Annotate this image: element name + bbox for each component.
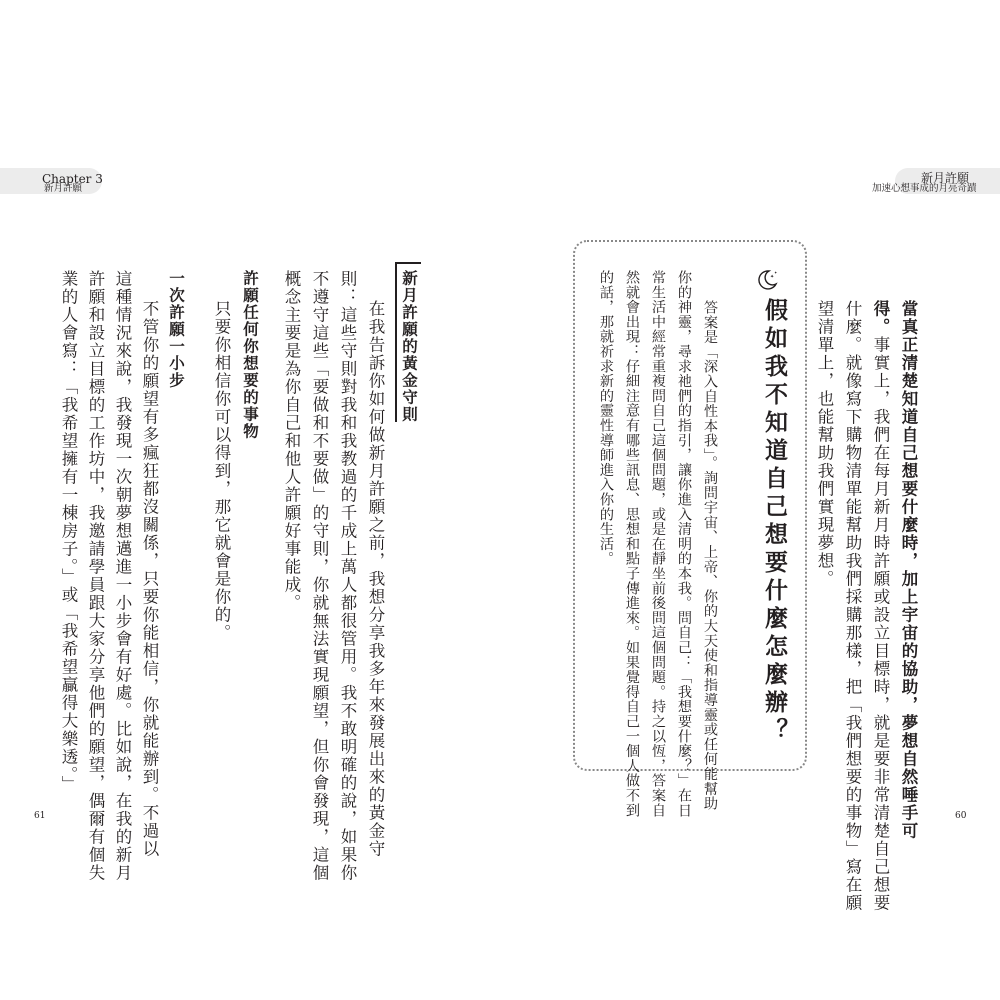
sub2-line-3: 許願和設立目標的工作坊中，我邀請學員跟大家分享他們的願望，偶爾有個失 bbox=[86, 270, 105, 882]
heading-underline-top bbox=[395, 262, 421, 264]
svg-text:✦: ✦ bbox=[774, 270, 778, 275]
box-line-4: 然就會出現：仔細注意有哪些訊息、思想和點子傳進來。如果覺得自己一個人做不到 bbox=[624, 270, 640, 818]
intro-line-4: 概念主要是為你自己和他人許願好事能成。 bbox=[282, 270, 301, 612]
chapter-subtitle: 新月許願 bbox=[44, 183, 83, 194]
moon-stars-icon bbox=[755, 268, 779, 292]
right-line-3: 什麼。就像寫下購物清單能幫助我們採購那樣，把「我們想要的事物」寫在願 bbox=[843, 300, 862, 912]
box-title: 假如我不知道自己想要什麼怎麼辦？ bbox=[761, 298, 787, 746]
box-line-1: 答案是「深入自性本我」。詢問宇宙、上帝、你的大天使和指導靈或任何能幫助 bbox=[702, 300, 718, 811]
subheading-2: 一次許願一小步 bbox=[167, 270, 185, 389]
intro-line-1: 在我告訴你如何做新月許願之前，我想分享我多年來發展出來的黃金守 bbox=[366, 300, 385, 858]
left-page-number: 61 bbox=[34, 811, 46, 821]
right-bold-line-2-start: 得。 bbox=[871, 300, 890, 336]
right-line-2 bbox=[868, 300, 892, 912]
box-line-5: 的話，那就祈求新的靈性導師進入你的生活。 bbox=[598, 270, 614, 566]
chapter-label: Chapter 3 bbox=[42, 172, 103, 186]
right-page-number: 60 bbox=[955, 811, 967, 821]
book-title: 新月許願 bbox=[921, 171, 970, 185]
section-heading: 新月許願的黃金守則 bbox=[400, 270, 418, 423]
sub1-line-1: 只要你相信你可以得到，那它就會是你的。 bbox=[212, 300, 231, 642]
right-line-2-rest: 事實上，我們在每月新月時許願或設立目標時，就是要非常清楚自己想要 bbox=[871, 336, 890, 912]
sub2-line-2: 這種情況來說，我發現一次朝夢想邁進一小步會有好處。比如說，在我的新月 bbox=[113, 270, 132, 882]
subheading-1: 許願任何你想要的事物 bbox=[241, 270, 259, 440]
sub2-line-1: 不管你的願望有多瘋狂都沒關係，只要你能相信，你就能辦到。不過以 bbox=[140, 300, 159, 858]
heading-underline bbox=[395, 262, 397, 422]
box-line-3: 常生活中經常重複問自己這個問題，或是在靜坐前後問這個問題。持之以恆，答案自 bbox=[650, 270, 666, 818]
box-line-2: 你的神靈，尋求祂們的指引，讓你進入清明的本我。問自己：「我想要什麼？」在日 bbox=[676, 270, 692, 818]
right-line-4: 望清單上，也能幫助我們實現夢想。 bbox=[815, 300, 834, 588]
sub2-line-4: 業的人會寫：「我希望擁有一棟房子。」或「我希望贏得大樂透。」 bbox=[59, 270, 78, 794]
intro-line-2: 則：這些守則對我和我教過的千成上萬人都很管用。我不敢明確的說，如果你 bbox=[338, 270, 357, 882]
svg-text:✦: ✦ bbox=[770, 274, 775, 280]
right-bold-line-1: 當真正清楚知道自己想要什麼時，加上宇宙的協助，夢想自然唾手可 bbox=[899, 300, 918, 840]
intro-line-3: 不遵守這些「要做和不要做」的守則，你就無法實現願望，但你會發現，這個 bbox=[310, 270, 329, 882]
book-subtitle: 加速心想事成的月亮奇蹟 bbox=[872, 183, 977, 194]
